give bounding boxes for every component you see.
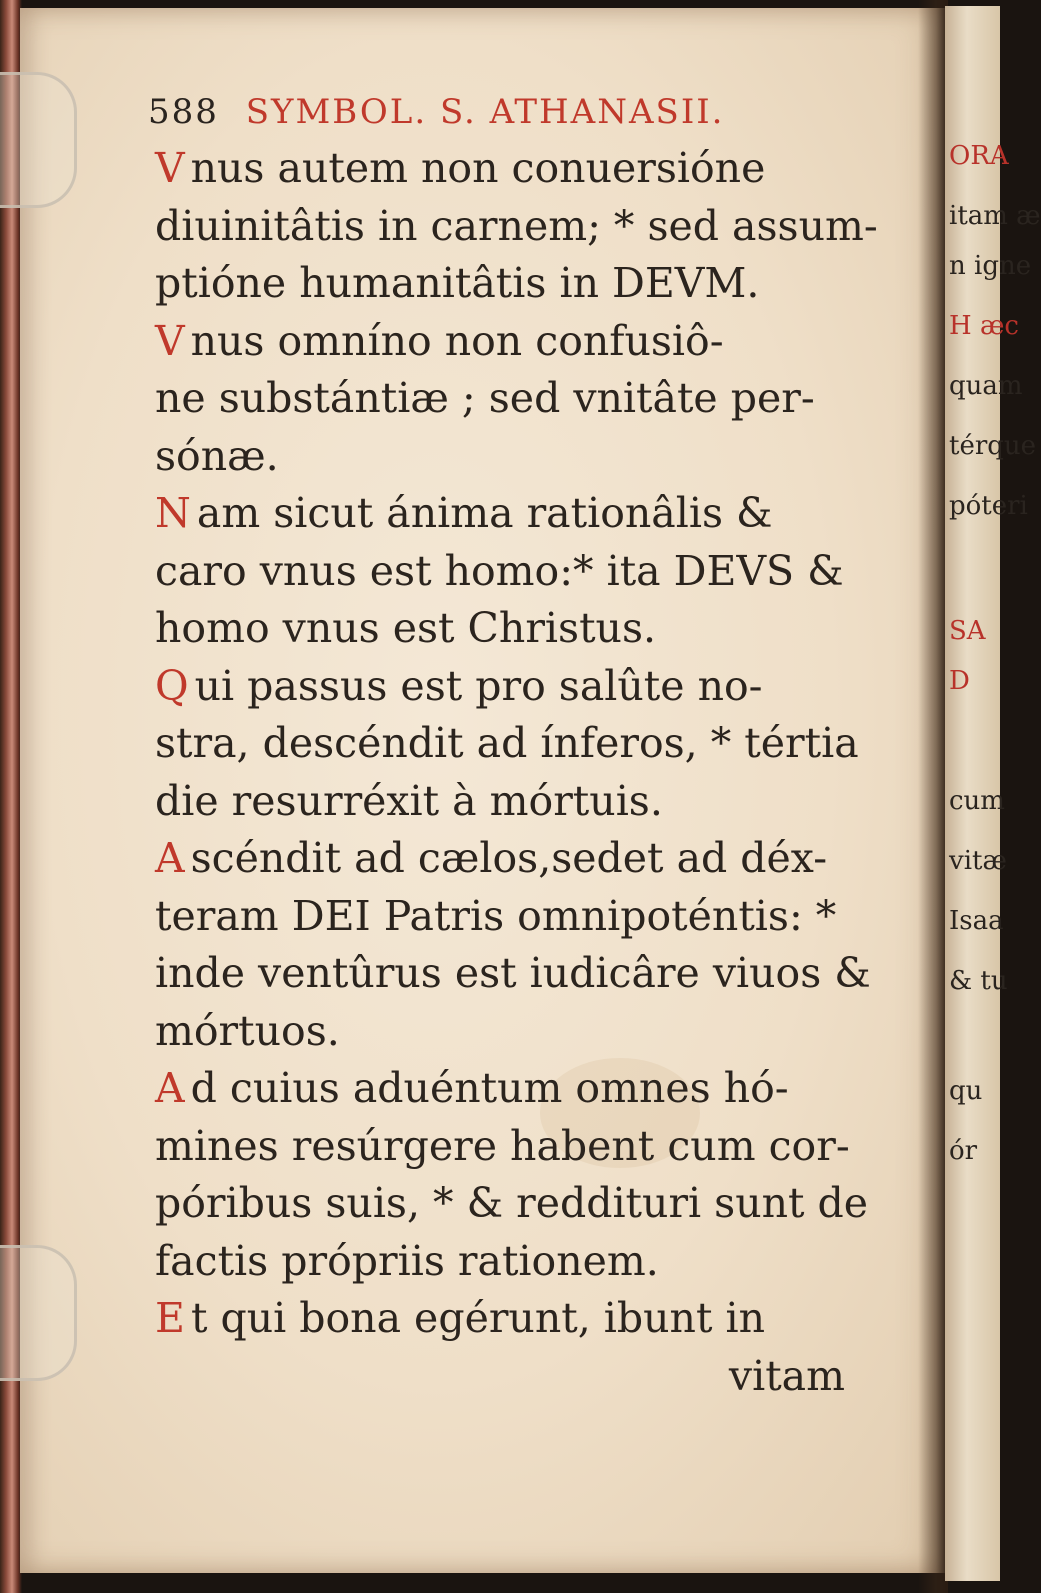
page-number: 588 xyxy=(148,92,219,132)
page-clip-bottom xyxy=(0,1245,77,1381)
line-text: mines resúrgere habent cum cor- xyxy=(155,1121,850,1170)
book-gutter xyxy=(918,0,948,1593)
page-header xyxy=(148,92,725,132)
line-text: die resurréxit à mórtuis. xyxy=(155,776,663,825)
facing-page-fragment: qu xyxy=(949,1076,983,1106)
line-text: am sicut ánima rationâlis & xyxy=(196,489,773,537)
facing-page-fragment: vitæ xyxy=(949,846,1007,876)
verse-paragraph xyxy=(155,1060,869,1290)
text-line xyxy=(155,715,859,773)
body-text xyxy=(155,140,878,1405)
rubric-initial: N xyxy=(155,489,191,537)
facing-page-fragment: & tu xyxy=(949,966,1008,996)
line-text: t qui bona egérunt, ibunt in xyxy=(190,1294,765,1342)
text-line xyxy=(155,255,855,313)
text-line xyxy=(155,600,855,658)
text-line xyxy=(155,888,855,946)
rubric-initial: V xyxy=(155,316,185,365)
facing-page-fragment: ORA xyxy=(949,141,1009,171)
verse-paragraph xyxy=(155,658,859,831)
text-line xyxy=(155,1060,855,1118)
facing-page-fragment: ór xyxy=(949,1136,978,1166)
verse-paragraph xyxy=(155,485,855,658)
line-text: ptióne humanitâtis in DEVM. xyxy=(155,259,760,307)
text-line xyxy=(155,773,855,831)
line-text: diuinitâtis in carnem; * sed assum- xyxy=(155,201,878,250)
text-line xyxy=(155,1118,855,1176)
line-text: sónæ. xyxy=(155,431,279,480)
verse-paragraph xyxy=(155,313,855,486)
text-line xyxy=(155,543,855,601)
verse-paragraph xyxy=(155,140,878,313)
line-text: ui passus est pro salûte no- xyxy=(194,661,763,710)
line-text: nus autem non conuersióne xyxy=(190,144,766,192)
text-line xyxy=(155,1290,855,1348)
line-text: nus omníno non confusiô- xyxy=(190,316,724,365)
text-line xyxy=(155,370,855,428)
rubric-initial: E xyxy=(155,1294,185,1342)
facing-page-edge xyxy=(945,6,1041,1581)
line-text: stra, descéndit ad ínferos, * tértia xyxy=(155,719,859,767)
facing-page-fragment: Isaa xyxy=(949,906,1004,936)
line-text: ne substántiæ ; sed vnitâte per- xyxy=(155,374,815,422)
facing-page-fragment: H æc xyxy=(949,311,1019,341)
text-line xyxy=(155,1233,855,1291)
rubric-initial: Q xyxy=(155,661,189,710)
line-text: factis própriis rationem. xyxy=(155,1236,659,1285)
running-title: SYMBOL. S. ATHANASII. xyxy=(245,92,725,132)
text-line xyxy=(155,428,855,486)
line-text: inde ventûrus est iudicâre viuos & xyxy=(155,949,871,997)
rubric-initial: V xyxy=(155,144,185,192)
text-line xyxy=(155,140,855,198)
page-clip-top xyxy=(0,72,77,208)
facing-page-fragment: quam xyxy=(949,371,1023,401)
line-text: homo vnus est Christus. xyxy=(155,604,657,652)
facing-page-fragment: póteri xyxy=(949,491,1028,521)
facing-page-fragment: cum xyxy=(949,786,1005,816)
rubric-initial: A xyxy=(155,1064,185,1112)
facing-page-fragment: térque xyxy=(949,431,1037,461)
text-line xyxy=(155,1003,855,1061)
facing-page-fragment: SA xyxy=(949,616,986,646)
line-text: d cuius aduéntum omnes hó- xyxy=(190,1064,789,1112)
line-text: póribus suis, * & reddituri sunt de xyxy=(155,1179,869,1227)
line-text: mórtuos. xyxy=(155,1006,340,1055)
facing-page-fragment: D xyxy=(949,666,970,696)
verse-paragraph xyxy=(155,830,871,1060)
facing-page-fragment: n igne xyxy=(949,251,1032,281)
text-line xyxy=(155,945,871,1003)
line-text: teram DEI Patris omnipoténtis: * xyxy=(155,891,837,940)
facing-page-fragment: itam æ xyxy=(949,201,1041,231)
text-line xyxy=(155,313,855,371)
text-line xyxy=(155,830,855,888)
rubric-initial: A xyxy=(155,834,185,882)
verse-paragraph xyxy=(155,1290,855,1348)
text-line xyxy=(155,198,878,256)
text-line xyxy=(155,1175,869,1233)
catchword: vitam xyxy=(728,1351,845,1400)
text-line xyxy=(155,658,855,716)
line-text: scéndit ad cælos,sedet ad déx- xyxy=(190,834,828,882)
text-line xyxy=(155,485,855,543)
line-text: caro vnus est homo:* ita DEVS & xyxy=(155,546,844,595)
